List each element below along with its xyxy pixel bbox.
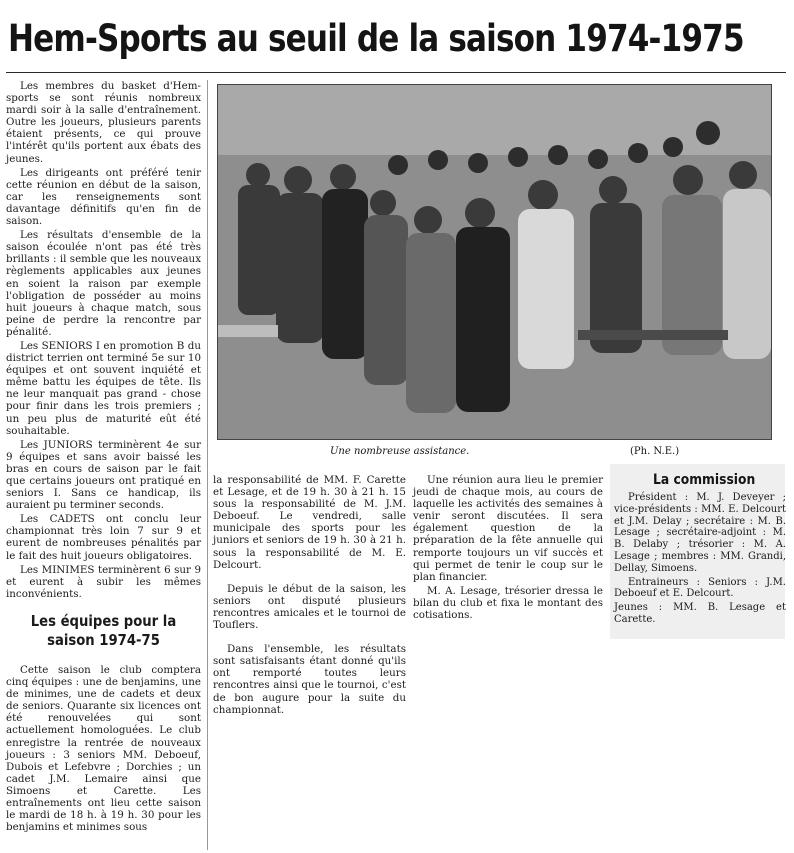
photo-caption: Une nombreuse assistance. — [330, 446, 470, 457]
paragraph: Les JUNIORS terminèrent 4e sur 9 équipes et sans avoir baissé les bras en cours de saison par le fait que certains joueurs ont pratiqué en seniors I. Sans ce handicap, ils auraient pu terminer seconds. — [6, 438, 201, 512]
paragraph: Dans l'ensemble, les résultats sont satisfaisants étant donné qu'ils ont remporté toutes leurs rencontres ainsi que le tournoi, c'est de bon augure pour la suite du championnat. — [213, 643, 406, 716]
paragraph: la responsabilité de MM. F. Carette et Lesage, et de 19 h. 30 à 21 h. 15 sous la responsabilité de M. J.M. Deboeuf. Le vendredi, salle municipale des sports pour les juniors et seniors de 19 h. 30 à 21 h. sous la responsabilité de M. E. Delcourt. — [213, 474, 406, 571]
column-rule — [207, 80, 208, 850]
photo-credit: (Ph. N.E.) — [630, 446, 680, 457]
paragraph: Les SENIORS I en promotion B du district terrien ont terminé 5e sur 10 équipes et ont souvent inquiété et même battu les équipes de tête. Ils ne leur manquait pas grand - chose pour finir dans les trois premiers ; un peu plus de maturité eût été souhaitable. — [6, 339, 201, 437]
team-photo-illustration — [218, 85, 771, 439]
paragraph: Les dirigeants ont préféré tenir cette réunion en début de la saison, car les renseignements sont davantage définitifs qu'en fin de saison. — [6, 166, 201, 228]
paragraph: Cette saison le club comptera cinq équipes : une de benjamins, une de minimes, une de cadets et deux de seniors. Quarante six licences ont été renouvelées qui sont actuellement homologuées. Le club enregistre la rentrée de nouveaux joueurs : 3 seniors MM. Deboeuf, Dubois et Lefebvre ; Dorchies ; un cadet J.M. Lemaire ainsi que Simoens et Carette. Les entraînements ont lieu cette saison le mardi de 18 h. à 19 h. 30 pour les benjamins et minimes sous — [6, 663, 201, 834]
top-rule — [6, 72, 786, 73]
paragraph: Jeunes : MM. B. Lesage et Carette. — [614, 602, 786, 625]
commission-box — [614, 492, 786, 628]
paragraph: Les CADETS ont conclu leur championnat très loin 7 sur 9 et eurent de nombreuses pénalités par le fait des huit joueurs obligatoires. — [6, 513, 201, 562]
team-photo — [217, 84, 772, 440]
column-1 — [6, 80, 201, 835]
paragraph: Les membres du basket d'Hem-sports se sont réunis nombreux mardi soir à la salle d'entraînement. Outre les joueurs, plusieurs parents étaient présents, ce qui prouve l'intérêt qu'ils portent aux ébats des jeunes. — [6, 80, 201, 165]
paragraph: Président : M. J. Deveyer ; vice-présidents : MM. E. Delcourt et J.M. Delay ; secrétaire : M. B. Lesage ; secrétaire-adjoint : M. B. Delaby ; trésorier : M. A. Lesage ; membres : MM. Grandi, Dellay, Simoens. — [614, 492, 786, 574]
column-2 — [213, 474, 406, 718]
column-3 — [413, 474, 603, 623]
paragraph: Depuis le début de la saison, les seniors ont disputé plusieurs rencontres amicales et le tournoi de Touflers. — [213, 582, 406, 632]
commission-title: La commission — [653, 472, 756, 488]
paragraph: Les MINIMES terminèrent 6 sur 9 et eurent à subir les mêmes inconvénients. — [6, 563, 201, 600]
headline: Hem-Sports au seuil de la saison 1974-1975 — [8, 17, 744, 60]
subheading: Les équipes pour la saison 1974-75 — [30, 611, 177, 649]
paragraph: M. A. Lesage, trésorier dressa le bilan du club et fixa le montant des cotisations. — [413, 584, 603, 622]
paragraph: Une réunion aura lieu le premier jeudi de chaque mois, au cours de laquelle les activités des semaines à venir seront discutées. Il sera également question de la préparation de la fête annuelle qui remporte toujours un vif succès et qui permet de tenir le coup sur le plan financier. — [413, 474, 603, 583]
paragraph: Entraineurs : Seniors : J.M. Deboeuf et E. Delcourt. — [614, 576, 786, 600]
paragraph: Les résultats d'ensemble de la saison écoulée n'ont pas été très brillants : il semble que les nouveaux règlements applicables aux jeunes en soient la raison par exemple l'obligation de posséder au moins huit joueurs à chaque match, sous peine de perdre la rencontre par pénalité. — [6, 229, 201, 338]
